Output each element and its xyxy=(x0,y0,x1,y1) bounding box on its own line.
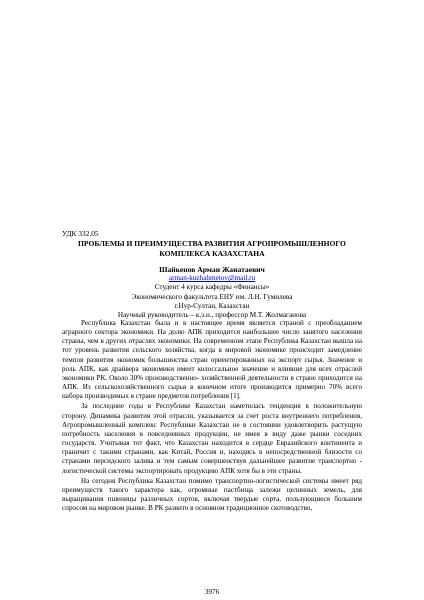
paragraph: На сегодня Республика Казахстан помимо транспортно-логистической системы имеет ряд преимуществ такого характера как, огромные пастбища залежи целинных земель, для выращивания пшеницы различных сортов, включая твердые сорта, пользующиеся большим спросом на мировом рынке. В РК развито в основном традиционное скотоводство, xyxy=(62,476,362,513)
author-faculty: Экономического факультета ЕНУ им. Л.Н. Гумилева xyxy=(131,292,293,301)
udk-code: УДК 332.05 xyxy=(62,229,99,238)
author-city: г.Нур-Султан, Казахстан xyxy=(174,301,250,310)
paragraph: За последние годы в Республике Казахстан наметилась тенденция в положительную сторону. Динамика развития этой отрасли, указывается за счет роста внутреннего потребления, Агропромышленный комплекс Республики Казахстан не в состоянии удовлетворить растущую потребность населения в повседневных продукции, не имея в виду даже рынки соседних государств. Учитывая тот факт, что Казахстан находится в сердце Евразийского континента и граничит с такими странами, как Китай, Россия и, находясь в непосредственной близости со странами персидского залива и тем самым совершенствуя дальнейшее развитие транспортно - логистической системы экспортировать продукцию АПК хотя бы в эти страны. xyxy=(62,402,362,475)
supervisor: Научный руководитель – к.э.н., профессор М.Т. Жолмаганова xyxy=(117,311,307,320)
author-position: Студент 4 курса кафедры «Финансы» xyxy=(154,283,270,292)
article-title: ПРОБЛЕМЫ И ПРЕИМУЩЕСТВА РАЗВИТИЯ АГРОПРОМЫШЛЕННОГО КОМПЛЕКСА КАЗАХСТАНА xyxy=(78,239,346,258)
author-email-link[interactable]: arman-kuzhahmetov@mail.ru xyxy=(168,274,256,283)
page-number: 3976 xyxy=(204,588,220,596)
author-block xyxy=(62,265,362,320)
paragraph: Республика Казахстан была и в настоящее время является страной с преобладанием аграрного сектора экономики. На долю АПК приходится наибольшее число занятого населения страны, чем в других отраслях экономики. На современном этапе Республика Казахстан вышла на тот уровень развития сельского хозяйства, когда в мировой экономике происходит замедление темпов развития экономик большинства стран ориентированных на экспорт сырья. Значение и роль АПК, как драйвера экономики имеет колоссальное значение и влияние для всех отраслей экономики РК. Около 30% производственно- хозяйственной деятельности в стране приходится на АПК. Из сельскохозяйственного сырья в конечном итоге производится примерно 70% всего набора производимых в стране предметов потребления [1]. xyxy=(62,319,362,401)
article-body xyxy=(62,319,362,514)
author-name: Шайкенов Арман Жанатаевич xyxy=(159,265,265,274)
